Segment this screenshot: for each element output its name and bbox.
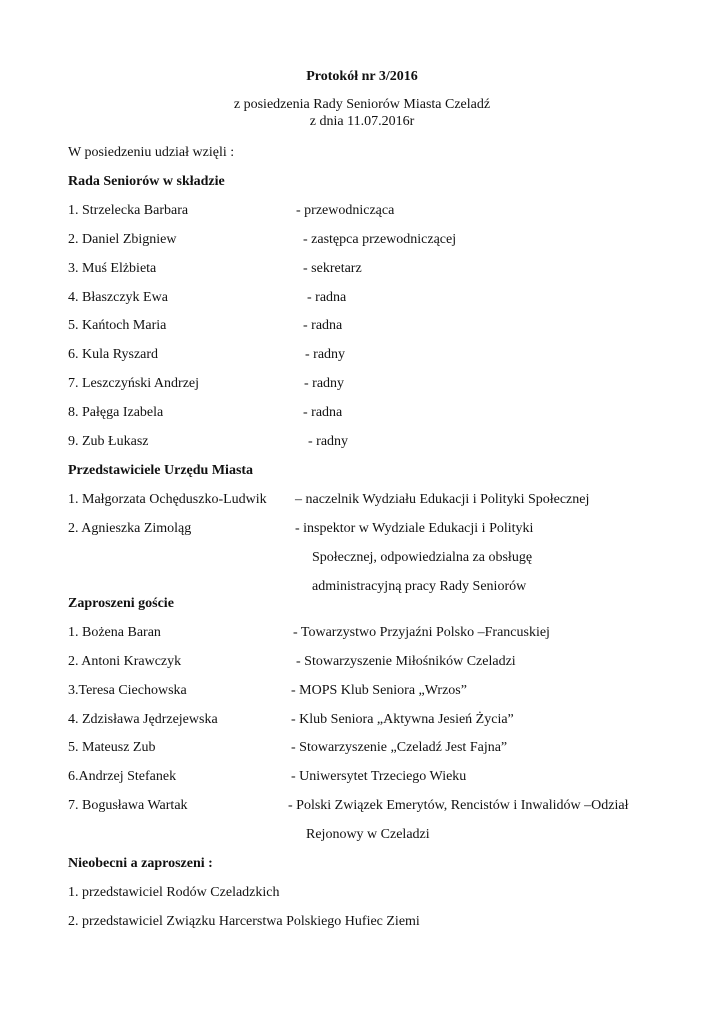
council-member-role: - przewodnicząca bbox=[296, 203, 395, 218]
guest-organization: - Klub Seniora „Aktywna Jesień Życia” bbox=[291, 712, 514, 727]
council-member-role: - zastępca przewodniczącej bbox=[303, 232, 457, 247]
guests-heading: Zaproszeni goście bbox=[68, 596, 174, 611]
council-member-name: 3. Muś Elżbieta bbox=[68, 261, 157, 276]
guest-organization: - Stowarzyszenie Miłośników Czeladzi bbox=[296, 654, 516, 669]
council-member-name: 6. Kula Ryszard bbox=[68, 347, 159, 362]
document-title: Protokół nr 3/2016 bbox=[306, 69, 418, 84]
council-member-role: - radna bbox=[303, 405, 343, 420]
guest-name: 3.Teresa Ciechowska bbox=[68, 683, 187, 698]
office-member-role: - inspektor w Wydziale Edukacji i Polityki bbox=[295, 521, 534, 536]
guest-name: 7. Bogusława Wartak bbox=[68, 798, 188, 813]
guest-organization: - Stowarzyszenie „Czeladź Jest Fajna” bbox=[291, 740, 508, 755]
council-member-role: - radna bbox=[307, 290, 347, 305]
guest-organization-continuation: Rejonowy w Czeladzi bbox=[306, 827, 430, 842]
attendance-intro: W posiedzeniu udział wzięli : bbox=[68, 145, 235, 160]
guest-organization: - Uniwersytet Trzeciego Wieku bbox=[291, 769, 467, 784]
office-member-role-continuation: administracyjną pracy Rady Seniorów bbox=[312, 579, 527, 594]
guest-name: 2. Antoni Krawczyk bbox=[68, 654, 182, 669]
absent-heading: Nieobecni a zaproszeni : bbox=[68, 856, 213, 871]
council-member-name: 9. Zub Łukasz bbox=[68, 434, 149, 449]
office-member-role: – naczelnik Wydziału Edukacji i Polityki Społecznej bbox=[295, 492, 590, 507]
guest-organization: - Polski Związek Emerytów, Rencistów i Inwalidów –Odział bbox=[288, 798, 629, 813]
council-member-role: - radny bbox=[305, 347, 346, 362]
absent-item: 2. przedstawiciel Związku Harcerstwa Polskiego Hufiec Ziemi bbox=[68, 914, 420, 929]
council-member-role: - radny bbox=[304, 376, 345, 391]
guest-organization: - Towarzystwo Przyjaźni Polsko –Francuskiej bbox=[293, 625, 550, 640]
council-member-role: - sekretarz bbox=[303, 261, 362, 276]
council-member-name: 2. Daniel Zbigniew bbox=[68, 232, 177, 247]
office-heading: Przedstawiciele Urzędu Miasta bbox=[68, 463, 254, 478]
council-member-name: 1. Strzelecka Barbara bbox=[68, 203, 189, 218]
council-member-name: 8. Pałęga Izabela bbox=[68, 405, 164, 420]
guest-name: 6.Andrzej Stefanek bbox=[68, 769, 177, 784]
guest-name: 4. Zdzisława Jędrzejewska bbox=[68, 712, 218, 727]
council-member-role: - radny bbox=[308, 434, 349, 449]
office-member-name: 1. Małgorzata Ochęduszko-Ludwik bbox=[68, 492, 267, 507]
guest-organization: - MOPS Klub Seniora „Wrzos” bbox=[291, 683, 467, 698]
office-member-name: 2. Agnieszka Zimoląg bbox=[68, 521, 192, 536]
guest-name: 1. Bożena Baran bbox=[68, 625, 161, 640]
office-member-role-continuation: Społecznej, odpowiedzialna za obsługę bbox=[312, 550, 533, 565]
council-member-name: 7. Leszczyński Andrzej bbox=[68, 376, 200, 391]
council-member-name: 5. Kańtoch Maria bbox=[68, 318, 167, 333]
council-member-name: 4. Błaszczyk Ewa bbox=[68, 290, 168, 305]
document-subtitle: z posiedzenia Rady Seniorów Miasta Czeladź bbox=[233, 97, 491, 112]
meeting-date: z dnia 11.07.2016r bbox=[309, 114, 415, 129]
council-member-role: - radna bbox=[303, 318, 343, 333]
absent-item: 1. przedstawiciel Rodów Czeladzkich bbox=[68, 885, 280, 900]
guest-name: 5. Mateusz Zub bbox=[68, 740, 156, 755]
council-heading: Rada Seniorów w składzie bbox=[68, 174, 225, 189]
